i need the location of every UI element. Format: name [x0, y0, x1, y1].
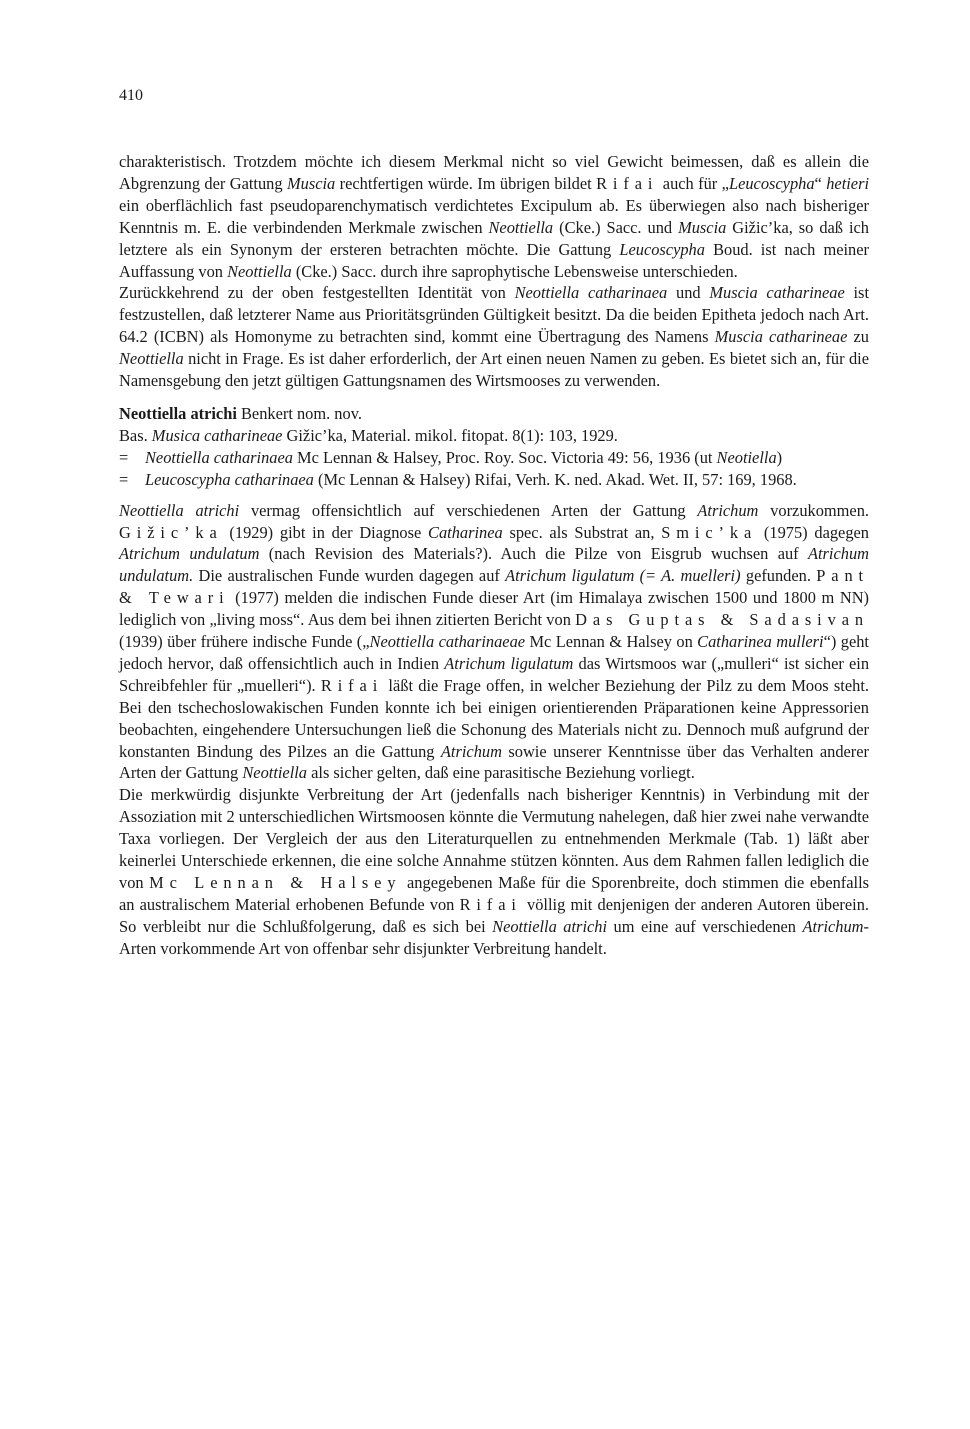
taxon-name: Neottiella catharinaea — [145, 447, 293, 467]
basionym-line — [119, 425, 869, 447]
synonym-mark: = — [119, 469, 129, 489]
text-run: als sicher gelten, daß eine parasitische Beziehung vorliegt. — [307, 763, 695, 783]
author-name: Rifai — [596, 173, 659, 193]
taxon-name: Neottiella atrichi — [119, 500, 240, 520]
paragraph-distribution — [119, 500, 869, 785]
text-run: (1939) über frühere indische Funde („ — [119, 632, 370, 652]
page-number: 410 — [119, 87, 143, 104]
taxon-name: Neottiella — [119, 349, 184, 369]
synonym-mark: = — [119, 447, 129, 467]
taxon-name: Neottiella catharinaeae — [369, 632, 526, 652]
taxon-name: Neottiella — [242, 763, 308, 783]
text-run: Die australischen Funde wurden dagegen auf — [193, 566, 506, 586]
text-run: Benkert nom. nov. — [236, 403, 362, 423]
taxon-name: Neottiella — [227, 261, 292, 281]
synonym-text — [145, 469, 869, 491]
text-run: völlig mit denjenigen der anderen Autoren überein. So verbleibt nur die Schlußfolgerung, daß es sich bei — [119, 894, 869, 936]
taxon-name: Atrichum undulatum. — [119, 544, 869, 586]
text-run: (1929) gibt in der Diagnose — [222, 522, 429, 542]
text-run: Boud. ist nach meiner Auffassung von — [119, 239, 869, 281]
text-run: (nach Revision des Materials?). Auch die Pilze von Eisgrub wuchsen auf — [259, 544, 808, 564]
text-run: (1975) dagegen — [757, 522, 869, 542]
text-run: angegebenen Maße für die Sporenbreite, doch stimmen die ebenfalls an australischem Material erhobenen Befunde von — [119, 873, 870, 914]
text-run: gefunden. — [740, 566, 817, 586]
taxon-name: Neottiella catharinaea — [514, 283, 668, 303]
spacer — [119, 491, 869, 500]
author-name: Mc Lennan & Halsey — [149, 873, 402, 892]
taxon-name: Muscia catharineae — [714, 327, 848, 347]
author-name: Rifai — [320, 675, 384, 695]
new-taxon-name: Neottiella atrichi — [119, 403, 237, 423]
text-run: das Wirtsmoos war („mulleri“ ist sicher ein Schreibfehler für „muelleri“). — [119, 653, 870, 695]
page-body — [119, 151, 869, 960]
taxon-name: Leucoscypha catharinaea — [145, 469, 314, 489]
text-run: um eine auf verschiedenen — [607, 916, 803, 936]
paragraph-priority — [119, 282, 869, 392]
text-run: nicht in Frage. Es ist daher erforderlich, der Art einen neuen Namen zu geben. Es bietet sich an, für die Namensgebung den jetzt gültigen Gattungsnamen des Wirtsmooses zu verwenden. — [119, 349, 869, 391]
taxon-name: Muscia catharineae — [709, 283, 845, 303]
taxon-name: Atrichum ligulatum (= A. muelleri) — [505, 566, 741, 586]
spacer — [119, 392, 869, 403]
taxon-name: Atrichum — [440, 741, 502, 761]
synonym-entry — [119, 447, 869, 469]
taxon-name: Neottiella — [488, 217, 554, 237]
taxon-name: Neotiella — [716, 447, 777, 467]
author-name: Smic’ka — [661, 522, 758, 542]
text-run: läßt die Frage offen, in welcher Beziehung der Pilz zu dem Moos steht. Bei den tschechoslowakischen Funden konnte ich bei einigen orientierenden Präparationen keine Appressorien beobachten, eingehendere Untersuchungen ließ die Schonung des Materials nicht zu. Dennoch muß aufgrund der konstanten Bindung des Pilzes an die Gattung — [119, 675, 869, 761]
paragraph-genus-synonymy — [119, 151, 869, 282]
taxon-name: Catharinea mulleri — [697, 632, 824, 652]
text-run: Bas. — [119, 425, 152, 445]
text-run: (Mc Lennan & Halsey) Rifai, Verh. K. ned. Akad. Wet. II, 57: 169, 1968. — [313, 469, 797, 489]
new-name-heading — [119, 403, 869, 425]
text-run: rechtfertigen würde. Im übrigen bildet — [335, 173, 597, 193]
text-run: Zurückkehrend zu der oben festgestellten Identität von — [119, 283, 515, 303]
taxon-name: Leucoscypha — [728, 173, 815, 193]
text-run: ist festzustellen, daß letzterer Name aus Prioritätsgründen Gültigkeit besitzt. Da die beiden Epitheta jedoch nach Art. 64.2 (ICBN) als Homonyme zu betrachten sind, kommt eine Übertragung des Namens — [119, 283, 869, 347]
text-run: (Cke.) Sacc. durch ihre saprophytische Lebensweise unterschieden. — [291, 261, 738, 281]
synonym-text — [145, 447, 869, 469]
text-run: Die merkwürdig disjunkte Verbreitung der Art (jedenfalls nach bisheriger Kenntnis) in Verbindung mit der Assoziation mit 2 unterschiedlichen Wirtsmoosen könnte die Vermutung nahelegen, daß hier zwei nahe verwandte Taxa vorliegen. Der Vergleich der aus den Literaturquellen zu entnehmenden Merkmale (Tab. 1) läßt aber keinerlei Unterschiede erkennen, die eine solche Annahme stützen könnten. Aus dem Rahmen fallen lediglich die von — [119, 785, 869, 892]
text-run: auch für „ — [658, 173, 729, 193]
text-run: Mc Lennan & Halsey on — [525, 632, 698, 652]
text-run: ein oberflächlich fast pseudoparenchymatisch verdichtetes Excipulum ab. Es überwiegen also nach bisheriger Kenntnis m. E. die verbindenden Merkmale zwischen — [119, 195, 869, 237]
text-run: spec. als Substrat an, — [502, 522, 662, 542]
paragraph-disjunct-distribution — [119, 784, 869, 959]
text-run: Gižic’ka, Material. mikol. fitopat. 8(1): 103, 1929. — [282, 425, 618, 445]
text-run: ) — [776, 447, 783, 467]
text-run: Gižic’ka, so daß ich letztere als ein Synonym der ersteren betrachten möchte. Die Gattung — [119, 217, 869, 259]
author-name: Das Guptas & Sadasivan — [575, 610, 869, 630]
text-run: -Arten vorkommende Art von offenbar sehr disjunkter Verbreitung handelt. — [119, 916, 869, 958]
taxon-name: Atrichum ligulatum — [444, 653, 574, 673]
taxon-name: Atrichum undulatum — [119, 544, 260, 564]
text-run: Mc Lennan & Halsey, Proc. Roy. Soc. Victoria 49: 56, 1936 (ut — [292, 447, 717, 467]
text-run: (1977) melden die indischen Funde dieser Art (im Himalaya zwischen 1500 und 1800 m NN) lediglich von „living moss“. Aus dem bei ihnen zitierten Bericht von — [119, 588, 869, 630]
text-run: vermag offensichtlich auf verschiedenen Arten der Gattung — [239, 500, 698, 520]
taxon-name: hetieri — [826, 173, 870, 193]
taxon-name: Leucoscypha — [619, 239, 705, 259]
text-run: (Cke.) Sacc. und — [553, 217, 679, 237]
taxon-name: Atrichum — [802, 916, 864, 936]
taxon-name: Atrichum — [697, 500, 759, 520]
text-run: “) geht jedoch hervor, daß offensichtlich auch in Indien — [119, 632, 869, 673]
taxon-name: Neottiella atrichi — [492, 916, 608, 936]
taxon-name: Muscia — [286, 173, 336, 193]
author-name: Rifai — [459, 894, 522, 914]
synonym-entry — [119, 469, 869, 491]
text-run: zu — [847, 327, 869, 347]
text-run: charakteristisch. Trotzdem möchte ich diesem Merkmal nicht so viel Gewicht beimessen, daß es allein die Abgrenzung der Gattung — [119, 152, 869, 193]
author-name: Gižic’ka — [119, 522, 223, 542]
text-run: “ — [814, 173, 827, 193]
taxon-name: Musica catharineae — [151, 425, 283, 445]
taxon-name: Catharinea — [428, 522, 503, 542]
text-run: und — [667, 283, 710, 303]
author-name: Pant & Tewari — [119, 566, 870, 608]
taxon-name: Muscia — [678, 217, 727, 237]
text-run: vorzukommen. — [758, 500, 869, 520]
text-run: sowie unserer Kenntnisse über das Verhalten anderer Arten der Gattung — [119, 741, 869, 783]
